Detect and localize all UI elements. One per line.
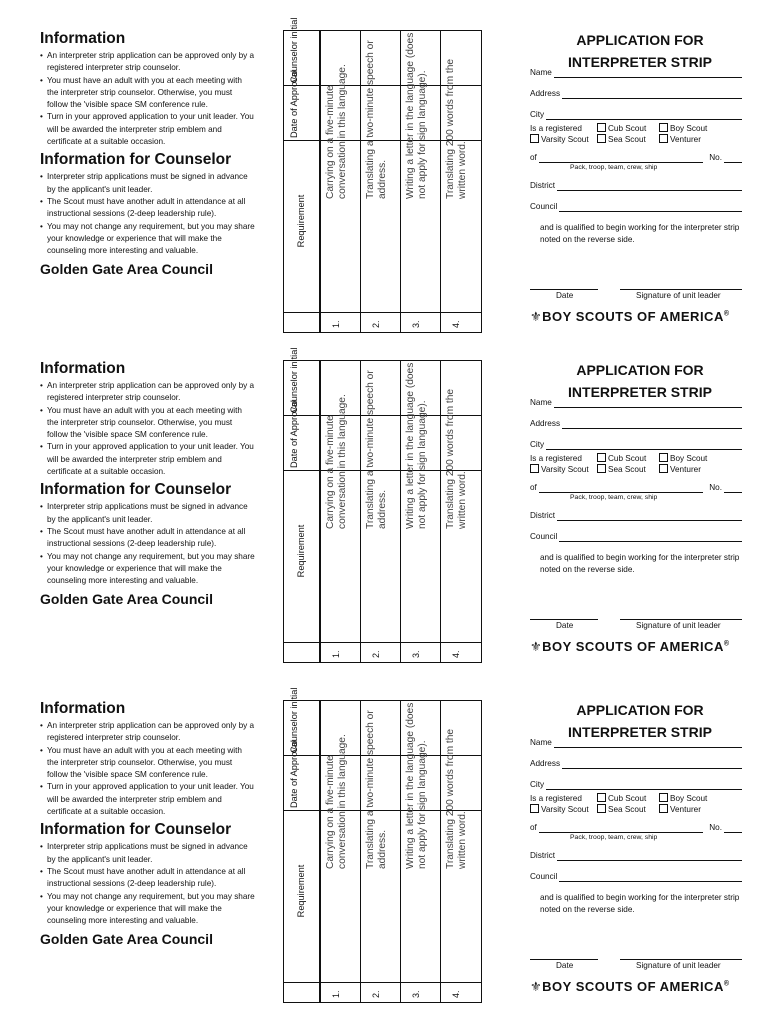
info-heading: Information (40, 360, 126, 377)
counselor-list (40, 841, 255, 927)
option-cub-scout[interactable]: Cub Scout (597, 793, 646, 804)
of-label: of (530, 483, 537, 492)
application-card (0, 17, 770, 365)
city-label: City (530, 780, 545, 789)
requirement-text: Translating a two-minute speech or address. (365, 710, 388, 869)
option-sea-scout[interactable]: Sea Scout (597, 464, 646, 475)
bsa-brand (530, 639, 730, 655)
signature-label: Signature of unit leader (636, 621, 721, 630)
info-list (40, 50, 255, 148)
requirement-column (360, 701, 400, 1002)
header-cell-requirement (284, 471, 320, 643)
bsa-brand (530, 309, 730, 325)
district-field[interactable] (530, 172, 742, 191)
council-name: Golden Gate Area Council (40, 261, 213, 278)
option-cub-scout[interactable]: Cub Scout (597, 453, 646, 464)
requirement-number: 2. (371, 650, 381, 658)
option-venturer[interactable]: Venturer (659, 134, 701, 145)
application-form (530, 360, 742, 654)
qualified-text: and is qualified to begin working for the interpreter strip noted on the reverse side. (540, 223, 740, 244)
requirement-number: 2. (371, 990, 381, 998)
counselor-bullet: • Interpreter strip applications must be signed in advance by the applicant's unit leader. (40, 171, 255, 196)
info-bullet: • An interpreter strip application can be approved only by a registered interpreter strip counselor. (40, 380, 255, 405)
council-label: Council (530, 872, 558, 881)
header-cell-blank (284, 313, 320, 332)
council-name: Golden Gate Area Council (40, 931, 213, 948)
counselor-bullet: • Interpreter strip applications must be signed in advance by the applicant's unit leader. (40, 501, 255, 526)
header-cell-date (284, 70, 320, 141)
requirement-number: 3. (411, 990, 421, 998)
date-approval-header: Date of Approval (289, 740, 299, 808)
checkbox[interactable] (659, 464, 668, 473)
name-label: Name (530, 398, 552, 407)
bsa-brand (530, 979, 730, 995)
council-name: Golden Gate Area Council (40, 591, 213, 608)
requirement-text: Carrying on a five-minute conversation in this language. (325, 734, 348, 869)
checkbox[interactable] (530, 804, 539, 813)
checkbox[interactable] (597, 464, 606, 473)
registered-label: Is a registered (530, 454, 582, 463)
signature-line[interactable] (620, 619, 742, 620)
application-form (530, 700, 742, 994)
requirement-number: 1. (331, 650, 341, 658)
checkbox[interactable] (659, 134, 668, 143)
district-label: District (530, 181, 556, 190)
checkbox[interactable] (659, 804, 668, 813)
unit-hint: Pack, troop, team, crew, ship (570, 164, 658, 171)
counselor-bullet: • The Scout must have another adult in attendance at all instructional sessions (2-deep leadership rule). (40, 196, 255, 221)
district-field[interactable] (530, 842, 742, 861)
city-label: City (530, 110, 545, 119)
info-panel (40, 700, 255, 948)
date-label: Date (556, 291, 574, 300)
info-bullet: • Turn in your approved application to your unit leader. You will be awarded the interpreter strip emblem and certificate at a suitable occasion. (40, 781, 255, 818)
date-approval-header: Date of Approval (289, 70, 299, 138)
application-card (0, 347, 770, 695)
registered-mark: ® (723, 310, 730, 318)
requirement-text: Writing a letter in the language (does not apply for sign language). (405, 32, 428, 199)
no-label: No. (709, 153, 722, 162)
requirement-number: 4. (451, 650, 461, 658)
form-title-line2: INTERPRETER STRIP (568, 384, 712, 400)
checkbox[interactable] (659, 793, 668, 802)
signature-line[interactable] (620, 289, 742, 290)
fleur-de-lis-icon: ⚜ (530, 639, 543, 654)
requirement-column (320, 31, 360, 332)
unit-hint: Pack, troop, team, crew, ship (570, 834, 658, 841)
form-title-line1: APPLICATION FOR (576, 702, 704, 718)
requirement-column (360, 31, 400, 332)
checkbox[interactable] (597, 134, 606, 143)
signature-label: Signature of unit leader (636, 961, 721, 970)
address-label: Address (530, 89, 561, 98)
qualified-text: and is qualified to begin working for the interpreter strip noted on the reverse side. (540, 553, 740, 574)
address-field[interactable] (530, 78, 742, 99)
requirements-table (283, 687, 482, 1003)
bsa-name: BOY SCOUTS OF AMERICA (542, 639, 724, 654)
header-cell-blank (284, 643, 320, 662)
council-label: Council (530, 202, 558, 211)
registered-label: Is a registered (530, 124, 582, 133)
bsa-name: BOY SCOUTS OF AMERICA (542, 979, 724, 994)
requirement-header: Requirement (296, 194, 306, 248)
of-label: of (530, 823, 537, 832)
info-bullet: • Turn in your approved application to your unit leader. You will be awarded the interpreter strip emblem and certificate at a suitable occasion. (40, 111, 255, 148)
counselor-list (40, 501, 255, 587)
unit-field[interactable] (530, 819, 742, 833)
requirement-header: Requirement (296, 524, 306, 578)
info-list (40, 720, 255, 818)
registered-mark: ® (723, 640, 730, 648)
info-bullet: • You must have an adult with you at each meeting with the interpreter strip counselor. Otherwise, you must follow the 'visible space SM conference rule. (40, 75, 255, 112)
requirement-text: Carrying on a five-minute conversation in this language. (325, 394, 348, 529)
checkbox[interactable] (659, 123, 668, 132)
info-heading: Information (40, 700, 126, 717)
requirement-column (360, 361, 400, 662)
requirement-number: 3. (411, 650, 421, 658)
requirement-header: Requirement (296, 864, 306, 918)
requirement-number: 1. (331, 990, 341, 998)
header-cell-date (284, 740, 320, 811)
address-field[interactable] (530, 748, 742, 769)
checkbox[interactable] (597, 453, 606, 462)
registered-mark: ® (723, 980, 730, 988)
qualified-text: and is qualified to begin working for the interpreter strip noted on the reverse side. (540, 893, 740, 914)
requirements-table (283, 17, 482, 333)
checkbox[interactable] (659, 453, 668, 462)
date-label: Date (556, 961, 574, 970)
counselor-bullet: • The Scout must have another adult in attendance at all instructional sessions (2-deep leadership rule). (40, 526, 255, 551)
checkbox[interactable] (597, 793, 606, 802)
info-bullet: • An interpreter strip application can be approved only by a registered interpreter strip counselor. (40, 50, 255, 75)
name-label: Name (530, 68, 552, 77)
option-cub-scout[interactable]: Cub Scout (597, 123, 646, 134)
unit-hint: Pack, troop, team, crew, ship (570, 494, 658, 501)
signature-line[interactable] (620, 959, 742, 960)
checkbox[interactable] (530, 134, 539, 143)
option-boy-scout[interactable]: Boy Scout (659, 793, 707, 804)
city-field[interactable] (530, 99, 742, 120)
info-bullet: • Turn in your approved application to your unit leader. You will be awarded the interpreter strip emblem and certificate at a suitable occasion. (40, 441, 255, 478)
district-field[interactable] (530, 502, 742, 521)
option-boy-scout[interactable]: Boy Scout (659, 123, 707, 134)
name-field[interactable] (530, 738, 742, 748)
name-label: Name (530, 738, 552, 747)
date-line[interactable] (530, 289, 598, 290)
form-title-line2: INTERPRETER STRIP (568, 54, 712, 70)
application-form (530, 30, 742, 324)
requirement-column (400, 361, 440, 662)
counselor-initial-header: Counselor initial (289, 687, 299, 753)
requirement-text: Translating a two-minute speech or address. (365, 370, 388, 529)
option-venturer[interactable]: Venturer (659, 804, 701, 815)
city-field[interactable] (530, 429, 742, 450)
requirement-text: Translating 200 words from the written word. (445, 728, 468, 869)
no-label: No. (709, 823, 722, 832)
council-field[interactable] (530, 521, 742, 542)
city-label: City (530, 440, 545, 449)
form-title-line1: APPLICATION FOR (576, 362, 704, 378)
requirement-column (440, 701, 480, 1002)
requirement-text: Writing a letter in the language (does not apply for sign language). (405, 702, 428, 869)
signature-label: Signature of unit leader (636, 291, 721, 300)
form-title-line2: INTERPRETER STRIP (568, 724, 712, 740)
requirement-text: Translating a two-minute speech or address. (365, 40, 388, 199)
date-line[interactable] (530, 959, 598, 960)
registered-label: Is a registered (530, 794, 582, 803)
info-bullet: • An interpreter strip application can be approved only by a registered interpreter strip counselor. (40, 720, 255, 745)
counselor-heading: Information for Counselor (40, 821, 232, 839)
bsa-name: BOY SCOUTS OF AMERICA (542, 309, 724, 324)
requirement-column (320, 701, 360, 1002)
address-field[interactable] (530, 408, 742, 429)
counselor-initial-header: Counselor initial (289, 17, 299, 83)
option-varsity-scout[interactable]: Varsity Scout (530, 464, 589, 475)
requirement-text: Translating 200 words from the written word. (445, 58, 468, 199)
council-field[interactable] (530, 861, 742, 882)
requirement-column (400, 701, 440, 1002)
info-panel (40, 30, 255, 278)
option-varsity-scout[interactable]: Varsity Scout (530, 804, 589, 815)
requirement-column (440, 31, 480, 332)
fleur-de-lis-icon: ⚜ (530, 979, 543, 994)
name-field[interactable] (530, 398, 742, 408)
date-approval-header: Date of Approval (289, 400, 299, 468)
requirement-number: 4. (451, 990, 461, 998)
header-cell-requirement (284, 811, 320, 983)
counselor-bullet: • You may not change any requirement, but you may share your knowledge or experience that will make the counseling more interesting and valuable. (40, 551, 255, 588)
no-label: No. (709, 483, 722, 492)
checkbox[interactable] (530, 464, 539, 473)
counselor-heading: Information for Counselor (40, 481, 232, 499)
requirements-table (283, 347, 482, 663)
option-sea-scout[interactable]: Sea Scout (597, 804, 646, 815)
requirement-column (320, 361, 360, 662)
unit-field[interactable] (530, 479, 742, 493)
requirement-number: 3. (411, 320, 421, 328)
counselor-initial-header: Counselor initial (289, 347, 299, 413)
scout-type-options (530, 453, 742, 479)
requirement-number: 4. (451, 320, 461, 328)
info-panel (40, 360, 255, 608)
scout-type-options (530, 793, 742, 819)
requirement-number: 1. (331, 320, 341, 328)
header-cell-date (284, 400, 320, 471)
district-label: District (530, 511, 556, 520)
district-label: District (530, 851, 556, 860)
counselor-bullet: • You may not change any requirement, but you may share your knowledge or experience that will make the counseling more interesting and valuable. (40, 891, 255, 928)
option-varsity-scout[interactable]: Varsity Scout (530, 134, 589, 145)
header-cell-requirement (284, 141, 320, 313)
counselor-bullet: • Interpreter strip applications must be signed in advance by the applicant's unit leader. (40, 841, 255, 866)
requirement-column (400, 31, 440, 332)
option-boy-scout[interactable]: Boy Scout (659, 453, 707, 464)
option-venturer[interactable]: Venturer (659, 464, 701, 475)
scout-type-options (530, 123, 742, 149)
city-field[interactable] (530, 769, 742, 790)
unit-field[interactable] (530, 149, 742, 163)
header-cell-blank (284, 983, 320, 1002)
date-line[interactable] (530, 619, 598, 620)
requirement-text: Carrying on a five-minute conversation in this language. (325, 64, 348, 199)
form-title-line1: APPLICATION FOR (576, 32, 704, 48)
checkbox[interactable] (597, 804, 606, 813)
requirement-text: Writing a letter in the language (does not apply for sign language). (405, 362, 428, 529)
requirement-text: Translating 200 words from the written word. (445, 388, 468, 529)
application-card (0, 687, 770, 1035)
counselor-bullet: • You may not change any requirement, but you may share your knowledge or experience that will make the counseling more interesting and valuable. (40, 221, 255, 258)
counselor-bullet: • The Scout must have another adult in attendance at all instructional sessions (2-deep leadership rule). (40, 866, 255, 891)
info-bullet: • You must have an adult with you at each meeting with the interpreter strip counselor. Otherwise, you must follow the 'visible space SM conference rule. (40, 745, 255, 782)
address-label: Address (530, 419, 561, 428)
option-sea-scout[interactable]: Sea Scout (597, 134, 646, 145)
date-label: Date (556, 621, 574, 630)
council-field[interactable] (530, 191, 742, 212)
info-list (40, 380, 255, 478)
counselor-heading: Information for Counselor (40, 151, 232, 169)
info-heading: Information (40, 30, 126, 47)
requirement-column (440, 361, 480, 662)
address-label: Address (530, 759, 561, 768)
info-bullet: • You must have an adult with you at each meeting with the interpreter strip counselor. Otherwise, you must follow the 'visible space SM conference rule. (40, 405, 255, 442)
counselor-list (40, 171, 255, 257)
requirement-number: 2. (371, 320, 381, 328)
name-field[interactable] (530, 68, 742, 78)
of-label: of (530, 153, 537, 162)
checkbox[interactable] (597, 123, 606, 132)
fleur-de-lis-icon: ⚜ (530, 309, 543, 324)
council-label: Council (530, 532, 558, 541)
